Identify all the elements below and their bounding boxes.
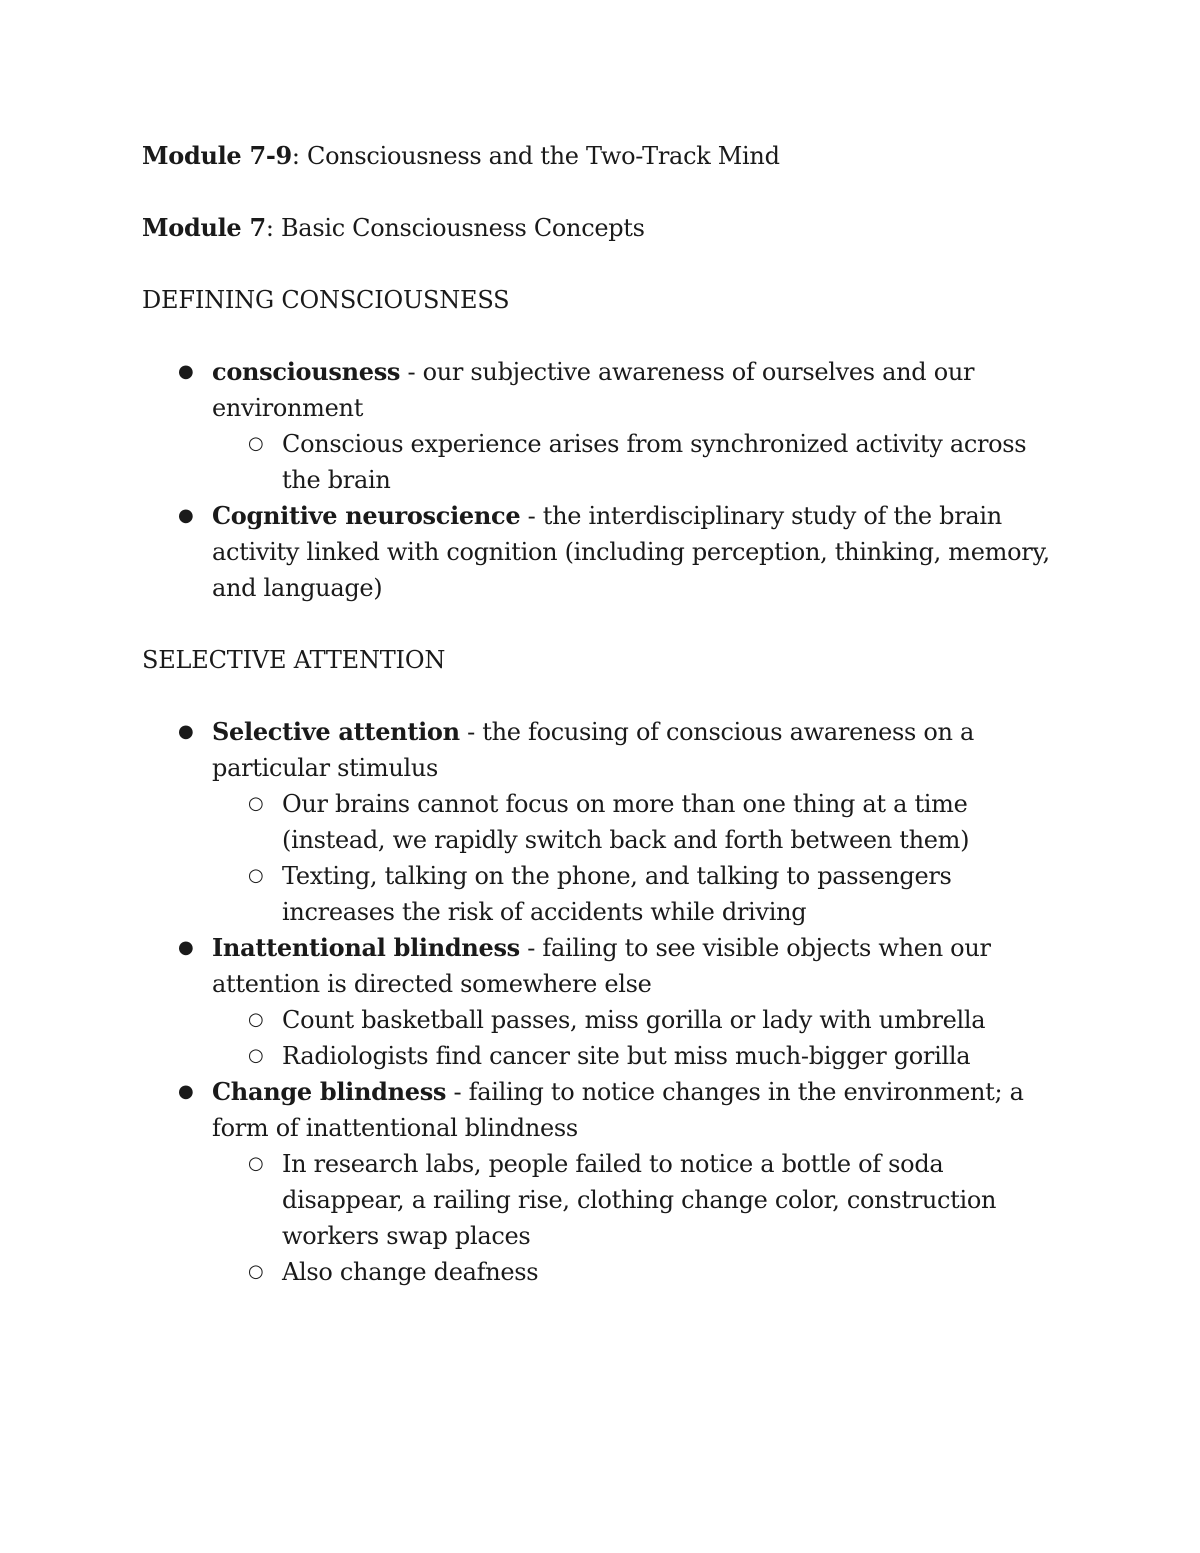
term: Cognitive neuroscience [212,501,521,530]
bullet-icon: ● [178,937,194,958]
hollow-bullet-icon: ○ [248,1153,264,1174]
sub-item-text: Conscious experience arises from synchronized activity across the brain [282,430,1027,494]
sub-item [212,426,1062,498]
sub-item [212,1254,1062,1290]
sub-item [212,1038,1062,1074]
term-list [142,714,1062,1290]
sub-item-text: Count basketball passes, miss gorilla or lady with umbrella [282,1006,986,1034]
document-title [142,138,1062,174]
module-subtitle [142,210,1062,246]
sub-item-text: Texting, talking on the phone, and talking to passengers increases the risk of accidents while driving [282,862,952,926]
definition: - failing to see visible objects when our attention is directed somewhere else [212,934,991,998]
sub-item [212,1002,1062,1038]
document-page [142,138,1062,1326]
sub-item-text: Also change deafness [282,1258,539,1286]
term: Selective attention [212,717,460,746]
hollow-bullet-icon: ○ [248,1045,264,1066]
term: Inattentional blindness [212,933,520,962]
definition: - failing to notice changes in the environment; a form of inattentional blindness [212,1078,1024,1142]
hollow-bullet-icon: ○ [248,793,264,814]
sub-list [212,1002,1062,1074]
subtitle-text: : Basic Consciousness Concepts [265,214,645,242]
bullet-icon: ● [178,361,194,382]
section-heading: SELECTIVE ATTENTION [142,646,446,674]
hollow-bullet-icon: ○ [248,433,264,454]
definition: - the interdisciplinary study of the brain activity linked with cognition (including perception, thinking, memory, and language) [212,502,1050,602]
bullet-icon: ● [178,505,194,526]
term-item [142,1074,1062,1290]
sub-item [212,786,1062,858]
sub-item [212,1146,1062,1254]
sub-list [212,426,1062,498]
term-item [142,930,1062,1074]
sub-list [212,786,1062,930]
definition: - our subjective awareness of ourselves and our environment [212,358,975,422]
title-module-label: Module 7-9 [142,141,292,170]
hollow-bullet-icon: ○ [248,1009,264,1030]
sub-item-text: Our brains cannot focus on more than one thing at a time (instead, we rapidly switch back and forth between them) [282,790,970,854]
bullet-icon: ● [178,721,194,742]
section-heading: DEFINING CONSCIOUSNESS [142,286,510,314]
hollow-bullet-icon: ○ [248,1261,264,1282]
definition: - the focusing of conscious awareness on a particular stimulus [212,718,975,782]
subtitle-module-label: Module 7 [142,213,266,242]
term-item [142,354,1062,498]
term-item [142,714,1062,930]
hollow-bullet-icon: ○ [248,865,264,886]
sub-item [212,858,1062,930]
term-item [142,498,1062,606]
sub-item-text: In research labs, people failed to notice a bottle of soda disappear, a railing rise, clothing change color, construction workers swap places [282,1150,997,1250]
term-list [142,354,1062,606]
bullet-icon: ● [178,1081,194,1102]
sub-list [212,1146,1062,1290]
term: Change blindness [212,1077,447,1106]
sub-item-text: Radiologists find cancer site but miss much-bigger gorilla [282,1042,971,1070]
title-text: : Consciousness and the Two-Track Mind [291,142,780,170]
term: consciousness [212,357,401,386]
